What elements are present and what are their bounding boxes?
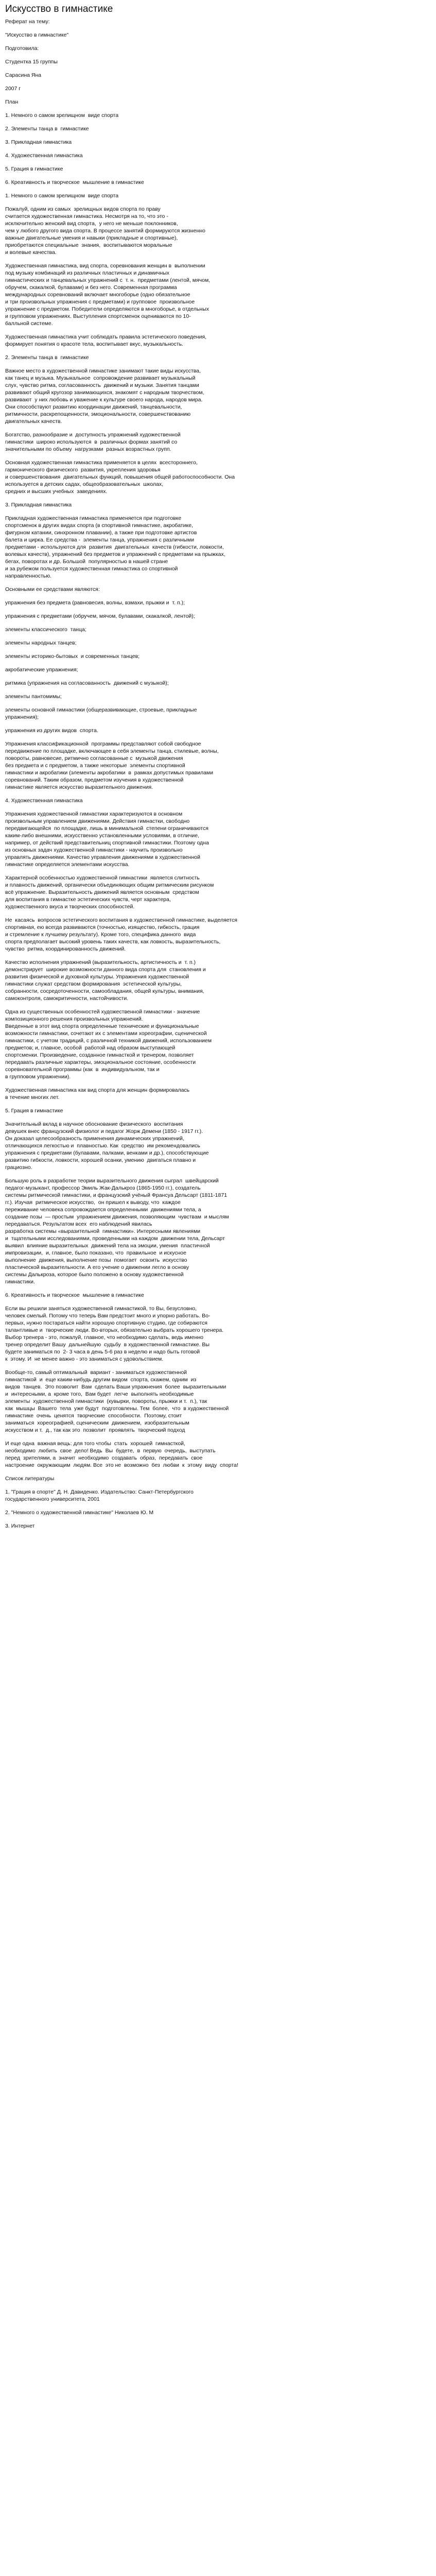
paragraph: План: [5, 99, 19, 105]
paragraph: упражнения из других видов спорта.: [5, 727, 98, 734]
paragraph: И еще одна важная вещь: для того чтобы стать хорошей гимнасткой, необходимо любить свое дело! Ведь Вы будете, в первую очередь, выступать перед зрителями, а значит необходимо создавать образ, передавать свое настроение окружающим людям. Все это не возможно без любви к этому виду спорта!: [5, 1440, 238, 1468]
paragraph: 3. Прикладная гимнастика: [5, 139, 72, 145]
paragraph: "Искусство в гимнастике": [5, 32, 69, 38]
paragraph: элементы классического танца;: [5, 626, 86, 633]
paragraph: Большую роль в разработке теории выразительного движения сыграл швейцарский педагог-музыкант, профессор Эмиль Жак-Далькроз (1865-1950 гг.), создатель системы ритмической гимнастики, и французский учёный Франсуа Дельсарт (1811-1871 гг.). Изучая ритмическое искусство, он пришел к выводу, что каждое переживание человека сопровождается определенными движениями тела, а создание позы — простым упражнением движения, позволяющим чувствам и мыслям передаваться. Результатом всех его наблюдений явилась разработка системы «выразительной гимнастики». Интересными явлениями и тщательными исследованиями, проведенными на каждом движении тела, Дельсарт выявил влияние выразительных движений тела на эмоции, умения пластичной импровизации, и, главное, было показано, что правильное и искусное выполнение движения, выполнение позы помогает освоить искусство пластической выразительности. А его учение о движении легло в основу системы Далькроза, которое было положено в основу художественной гимнастики.: [5, 1178, 229, 1285]
paragraph: Вообще-то, самый оптимальный вариант - заниматься художественной гимнастикой и еще каким-нибудь другим видом спорта, скажем, одним из видов танцев. Это позволит Вам сделать Ваши упражнения более выразительными и интересными, а кроме того, Вам будет легче выполнять необходимые элементы художественной гимнастики (кувырки, повороты, прыжки и т. п.), так как мышцы Вашего тела уже будут подготовлены. Тем более, что в художественной гимнастике очень ценятся творческие способности. Поэтому, стоит заниматься хореографией, сценическим движением, изобразительным искусством и т. д., так как это позволит проявлять творческий подход: [5, 1369, 229, 1433]
paragraph: Если вы решили заняться художественной гимнастикой, то Вы, безусловно, человек смелый. Потому что теперь Вам предстоит много и упорно работать. Во- первых, нужно постараться найти хорошую спортивную студию, где собираются талантливые и творческие люди. Во-вторых, обязательно выбрать хорошего тренера. Выбор тренера - это, пожалуй, главное, что необходимо сделать, ведь именно тренер определит Вашу дальнейшую судьбу в художественной гимнастике. Вы будете заниматься по 2- 3 часа в день 5-6 раз в неделю и надо быть готовой к этому. И не менее важно - это заниматься с удовольствием.: [5, 1306, 224, 1362]
paragraph: Одна из существенных особенностей художественной гимнастики - значение композиционного решения произвольных упражнений. Введенные в этот вид спорта определенные технические и функциональные возможности гимнастики, сочетают их с элементами хореографии, сценической гимнастики, с учетом традиций, с различной техникой движений, использованием предметов; и, главное, особой работой над образом выступающей спортсменки. Произведение, созданное гимнасткой и тренером, позволяет передавать различные характеры, эмоциональное состояние, особенности соревновательной программы (как в индивидуальном, так и в групповом упражнении).: [5, 1009, 212, 1080]
paragraph: элементы основной гимнастики (общеразвивающие, строевые, прикладные упражнения);: [5, 707, 197, 720]
paragraph: Художественная гимнастика как вид спорта для женщин формировалась в течение многих лет.: [5, 1087, 190, 1100]
paragraph: Основными ее средствами являются:: [5, 586, 100, 592]
paragraph: 4. Художественная гимнастика: [5, 798, 83, 804]
paragraph: Основная художественная гимнастика применяется в целях всестороннего, гармонического физического развития, укрепления здоровья и совершенствования двигательных функций, повышения общей работоспособности. Она используется в детских садах, общеобразовательных школах, средних и высших учебных заведениях.: [5, 460, 235, 495]
paragraph: 2. Элементы танца в гимнастике: [5, 126, 89, 132]
paragraph: Художественная гимнастика учит соблюдать правила эстетического поведения, формирует понятия о красоте тела, воспитывает вкус, музыкальность.: [5, 334, 207, 347]
paragraph: 2007 г: [5, 86, 21, 92]
paragraph: Не касаясь вопросов эстетического воспитания в художественной гимнастике, выделяется спортивная, ею всегда развиваются (точностью, изящество, гибкость, грация и стремление к лучшему результату). Кроме того, специфика данного вида спорта предполагает высокий уровень таких качеств, как ловкость, выразительность, чувство ритма, координированность движений.: [5, 917, 237, 952]
paragraph: 3. Интернет: [5, 1523, 35, 1529]
paragraph: Богатство, разнообразие и доступность упражнений художественной гимнастики широко используются в различных формах занятий со значительными по объему нагрузками разных возрастных групп.: [5, 432, 181, 452]
paragraph: Список литературы: [5, 1476, 55, 1482]
paragraph: 6. Креативность и творческое мышление в гимнастике: [5, 1292, 144, 1298]
paragraph: ритмика (упражнения на согласованность движений с музыкой);: [5, 680, 169, 686]
paragraph: 3. Прикладная гимнастика: [5, 502, 72, 508]
paragraph: Студентка 15 группы: [5, 59, 58, 65]
paragraph: элементы народных танцев;: [5, 640, 77, 646]
paragraph: Качество исполнения упражнений (выразительность, артистичность и т. п.) демонстрирует широкие возможности данного вида спорта для становления и развития физической и духовной культуры. Упражнения художественной гимнастики служат средством формирования эстетической культуры, собранности, сосредоточенности, самообладания, общей культуры, внимания, самоконтроля, самокритичности, настойчивости.: [5, 959, 206, 1002]
paragraph: Значительный вклад в научное обоснование физического воспитания девушек внес французский физиолог и педагог Жорж Демени (1850 - 1917 гг.). Он доказал целесообразность применения динамических упражнений, отличающихся легкостью и плавностью. Как средство им рекомендовались упражнения с предметами (булавами, палками, венками и др.), способствующие развитию гибкости, ловкости, хорошей осанки, умению двигаться плавно и грациозно.: [5, 1121, 209, 1171]
paragraph: элементы пантомимы;: [5, 693, 62, 700]
paragraph: 2. Элементы танца в гимнастике: [5, 354, 89, 361]
paragraph: Важное место в художественной гимнастике занимают такие виды искусства, как танец и музыка. Музыкальное сопровождение развивает музыкальный слух, чувство ритма, согласованность движений и музыки. Занятия танцами развивают общий кругозор занимающихся, знакомят с народным творчеством, развивают у них любовь и уважение к культуре своего народа, народов мира. Они способствуют развитию координации движений, танцевальности, ритмичности, раскрепощенности, эмоциональности, совершенствованию двигательных качеств.: [5, 368, 204, 425]
paragraph: упражнения без предмета (равновесия, волны, взмахи, прыжки и т. п.);: [5, 600, 185, 606]
paragraph: Подготовила:: [5, 45, 39, 52]
paragraph: Пожалуй, одним из самых зрелищных видов спорта по праву считается художественная гимнастика. Несмотря на то, что это - исключительно женский вид спорта, у него не меньше поклонников, чем у любого другого вида спорта. В процессе занятий формируются жизненно важные двигательные умения и навыки (прикладные и спортивные), приобретаются специальные знания, воспитываются моральные и волевые качества.: [5, 206, 206, 256]
paragraph: акробатические упражнения;: [5, 667, 78, 673]
paragraph: Характерной особенностью художественной гимнастики является слитность и плавность движений, органически объединяющих общим ритмическим рисунком всё упражнение. Выразительность движений является основным средством для воспитания в гимнастке эстетических чувств, черт характера, художественного вкуса и творческих способностей.: [5, 875, 214, 910]
document-body: [5, 18, 431, 1530]
paragraph: 4. Художественная гимнастика: [5, 152, 83, 159]
paragraph: Сарасина Яна: [5, 72, 42, 78]
paragraph: 1. Немного о самом зрелищном виде спорта: [5, 193, 119, 199]
paragraph: упражнения с предметами (обручем, мячом, булавами, скакалкой, лентой);: [5, 613, 195, 619]
paragraph: элементы историко-бытовых и современных танцев;: [5, 653, 140, 659]
paragraph: 1. Немного о самом зрелищном виде спорта: [5, 112, 119, 118]
paragraph: 2. "Немного о художественной гимнастике" Николаев Ю. М: [5, 1510, 154, 1516]
paragraph: Художественная гимнастика, вид спорта, соревнования женщин в выполнении под музыку комбинаций из различных пластичных и динамичных гимнастических и танцевальных упражнений с т. н. предметами (лентой, мячом, обручем, скакалкой, булавами) и без него. Современная программа международных соревнований включает многоборье (одно обязательное и три произвольных упражнения с предметами) и групповое произвольное упражнение с предметом. Победители определяются в многоборье, в отдельных и групповом упражнениях. Выступления спортсменок оцениваются по 10- балльной системе.: [5, 263, 211, 327]
paragraph: Прикладная художественная гимнастика применяется при подготовке спортсменок в других видах спорта (в спортивной гимнастике, акробатике, фигурном катании, синхронном плавании), а также при подготовке артистов балета и цирка. Ее средства - элементы танца, упражнения с различными предметами - используются для развития двигательных качеств (гибкости, ловкости, волевых качеств), упражнений без предметов и упражнений с предметами на прыжках, бегах, поворотах и др. Большой популярностью в нашей стране и за рубежом пользуется художественная гимнастика со спортивной направленностью.: [5, 515, 225, 579]
paragraph: Реферат на тему:: [5, 19, 50, 25]
paragraph: 6. Креативность и творческое мышление в гимнастике: [5, 179, 144, 185]
paragraph: Упражнения художественной гимнастики характеризуются в основном произвольным управлением движениями. Действия гимнастки, свободно передвигающейся по площадке, лишь в минимальной степени ограничиваются каким-либо внешними, искусственно установленными условиями, в отличие, например, от действий представительниц спортивной гимнастики. Поэтому одна из основных задач художественной гимнастики - научить произвольно управлять движениями. Качество управления движениями в художественной гимнастике определяется элементами искусства.: [5, 811, 209, 868]
paragraph: 1. "Грация в спорте" Д. Н. Давиденко. Издательство: Санкт-Петербургского государственного университета, 2001: [5, 1489, 194, 1502]
paragraph: 5. Грация в гимнастике: [5, 166, 63, 172]
page-title: Искусство в гимнастике: [5, 4, 113, 14]
paragraph: Упражнения классификационной программы представляют собой свободное передвижение по площадке, включающее в себя элементы танца, стилевые, волны, повороты, равновесие, ритмично согласованные с музыкой движения без предмета и с предметом, а также некоторые элементы спортивной гимнастики и акробатики (элементы акробатики в рамках допустимых правилами соревнований. Таким образом, предметом изучения в художественной гимнастике является искусство выразительного движения.: [5, 741, 219, 790]
paragraph: 5. Грация в гимнастике: [5, 1108, 63, 1114]
